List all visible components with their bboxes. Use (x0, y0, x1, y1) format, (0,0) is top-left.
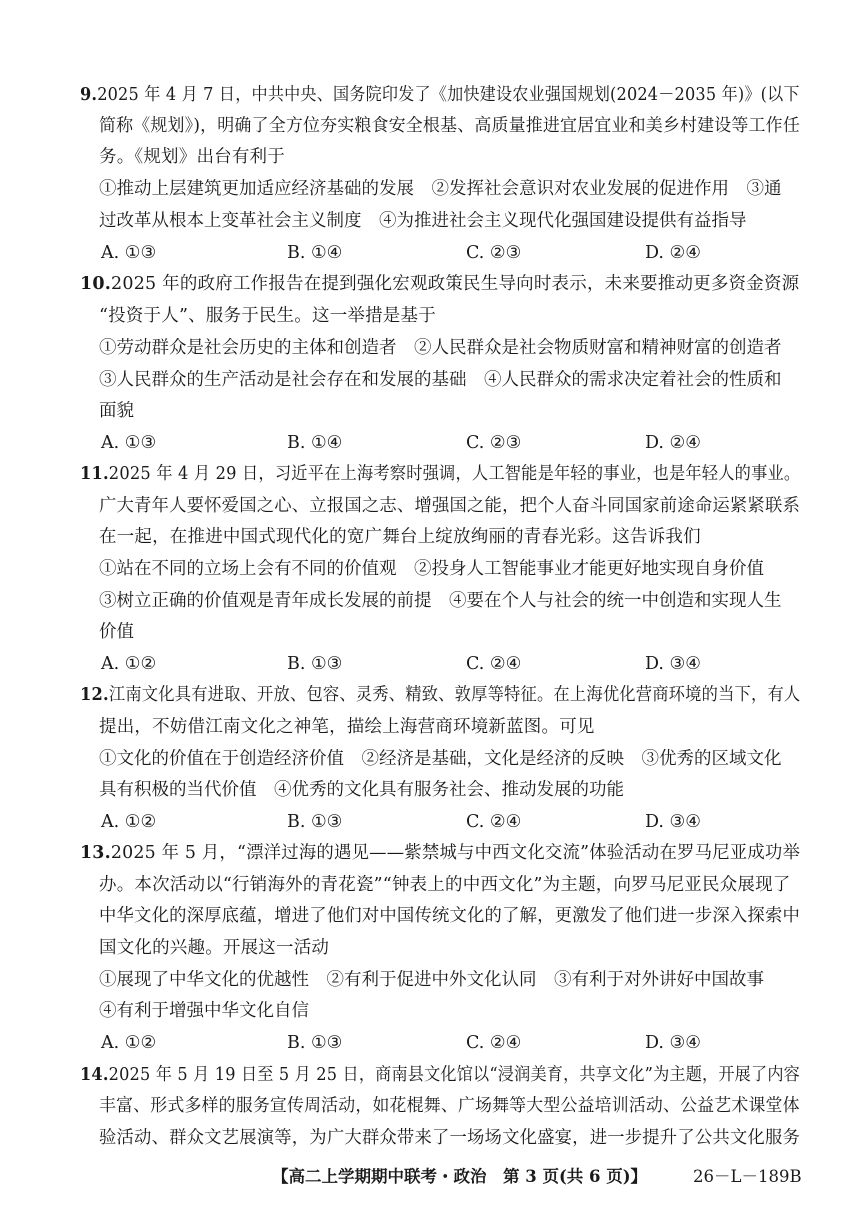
question-9-option-d[interactable]: D. ②④ (645, 243, 701, 263)
question-9-option-a[interactable]: A. ①③ (101, 243, 157, 263)
question-9-statement-line-1: ①推动上层建筑更加适应经济基础的发展 ②发挥社会意识对农业发展的促进作用 ③通 (99, 179, 782, 199)
question-11-option-c[interactable]: C. ②④ (466, 654, 522, 674)
question-14-stem-line-2: 丰富、形式多样的服务宣传周活动，如花棍舞、广场舞等大型公益培训活动、公益艺术课堂体 (99, 1096, 800, 1116)
question-10-stem-line-2: “投资于人”、服务于民生。这一举措是基于 (99, 306, 436, 326)
question-10-option-a[interactable]: A. ①③ (101, 433, 157, 453)
question-11-stem-line-1: 11.2025 年 4 月 29 日，习近平在上海考察时强调，人工智能是年轻的事业，也是年轻人的事业。 (80, 464, 801, 484)
question-10-statement-line-3: 面貌 (99, 401, 134, 421)
question-12-stem-line-2: 提出，不妨借江南文化之神笔，描绘上海营商环境新蓝图。可见 (99, 717, 595, 737)
question-10-statement-line-1: ①劳动群众是社会历史的主体和创造者 ②人民群众是社会物质财富和精神财富的创造者 (99, 338, 782, 358)
question-10-option-c[interactable]: C. ②③ (466, 433, 522, 453)
question-11-statement-line-2: ③树立正确的价值观是青年成长发展的前提 ④要在个人与社会的统一中创造和实现人生 (99, 591, 782, 611)
question-13-option-c[interactable]: C. ②④ (466, 1033, 522, 1053)
question-10-option-b[interactable]: B. ①④ (287, 433, 343, 453)
question-9-option-b[interactable]: B. ①④ (287, 243, 343, 263)
question-13-option-d[interactable]: D. ③④ (645, 1033, 701, 1053)
question-13-stem-line-3: 中华文化的深厚底蕴，增进了他们对中国传统文化的了解，更激发了他们进一步深入探索中 (99, 906, 800, 926)
question-9-stem-line-3: 务。《规划》出台有利于 (99, 147, 285, 167)
question-14-stem-line-3: 验活动、群众文艺展演等，为广大群众带来了一场场文化盛宴，进一步提升了公共文化服务 (99, 1128, 800, 1148)
question-11-stem-line-2: 广大青年人要怀爱国之心、立报国之志、增强国之能，把个人奋斗同国家前途命运紧紧联系 (99, 496, 800, 516)
question-11-option-b[interactable]: B. ①③ (287, 654, 343, 674)
page-footer (0, 1162, 867, 1192)
footer-code: 26－L－189B (693, 1167, 802, 1186)
question-13-stem-line-1: 13.2025 年 5 月，“漂洋过海的遇见——紫禁城与中西文化交流”体验活动在罗马尼亚成功举 (80, 843, 801, 863)
question-12-option-d[interactable]: D. ③④ (645, 812, 701, 832)
question-11-stem-line-3: 在一起，在推进中国式现代化的宽广舞台上绽放绚丽的青春光彩。这告诉我们 (99, 527, 701, 547)
question-13-stem-line-4: 国文化的兴趣。开展这一活动 (99, 938, 330, 958)
question-10-stem-line-1: 10.2025 年的政府工作报告在提到强化宏观政策民生导向时表示，未来要推动更多资金资源 (80, 274, 800, 294)
question-11-statement-line-3: 价值 (99, 622, 134, 642)
question-12-number: 12. (80, 685, 109, 705)
question-14-number: 14. (80, 1065, 109, 1085)
question-12-statement-line-2: 具有积极的当代价值 ④优秀的文化具有服务社会、推动发展的功能 (99, 780, 624, 800)
question-10-number: 10. (80, 274, 112, 294)
footer-title: 【高二上学期期中联考・政治 第 3 页(共 6 页)】 (272, 1167, 648, 1186)
question-13-option-b[interactable]: B. ①③ (287, 1033, 343, 1053)
question-13-stem-line-2: 办。本次活动以“行销海外的青花瓷”“钟表上的中西文化”为主题，向罗马尼亚民众展现了 (99, 875, 791, 895)
question-12-option-b[interactable]: B. ①③ (287, 812, 343, 832)
question-9-number: 9. (80, 85, 98, 105)
question-12-statement-line-1: ①文化的价值在于创造经济价值 ②经济是基础，文化是经济的反映 ③优秀的区域文化 (99, 749, 782, 769)
question-9-stem-line-2: 简称《规划》)，明确了全方位夯实粮食安全根基、高质量推进宜居宜业和美乡村建设等工作任 (99, 116, 800, 136)
question-13-number: 13. (80, 843, 111, 863)
question-10-option-d[interactable]: D. ②④ (645, 433, 701, 453)
question-9-option-c[interactable]: C. ②③ (466, 243, 522, 263)
question-11-option-a[interactable]: A. ①② (101, 654, 157, 674)
question-12-option-c[interactable]: C. ②④ (466, 812, 522, 832)
question-13-statement-line-1: ①展现了中华文化的优越性 ②有利于促进中外文化认同 ③有利于对外讲好中国故事 (99, 970, 764, 990)
question-11-number: 11. (80, 464, 109, 484)
question-12-option-a[interactable]: A. ①② (101, 812, 157, 832)
question-11-option-d[interactable]: D. ③④ (645, 654, 701, 674)
question-9-statement-line-2: 过改革从根本上变革社会主义制度 ④为推进社会主义现代化强国建设提供有益指导 (99, 211, 747, 231)
question-13-statement-line-2: ④有利于增强中华文化自信 (99, 1001, 309, 1021)
question-11-statement-line-1: ①站在不同的立场上会有不同的价值观 ②投身人工智能事业才能更好地实现自身价值 (99, 559, 764, 579)
question-9-stem-line-1: 9.2025 年 4 月 7 日，中共中央、国务院印发了《加快建设农业强国规划(2024－2035 年)》(以下 (80, 85, 800, 105)
question-10-statement-line-2: ③人民群众的生产活动是社会存在和发展的基础 ④人民群众的需求决定着社会的性质和 (99, 370, 782, 390)
question-14-stem-line-1: 14.2025 年 5 月 19 日至 5 月 25 日，商南县文化馆以“浸润美育，共享文化”为主题，开展了内容 (80, 1065, 800, 1085)
question-13-option-a[interactable]: A. ①② (101, 1033, 157, 1053)
question-12-stem-line-1: 12.江南文化具有进取、开放、包容、灵秀、精致、敦厚等特征。在上海优化营商环境的当下，有人 (80, 685, 801, 705)
